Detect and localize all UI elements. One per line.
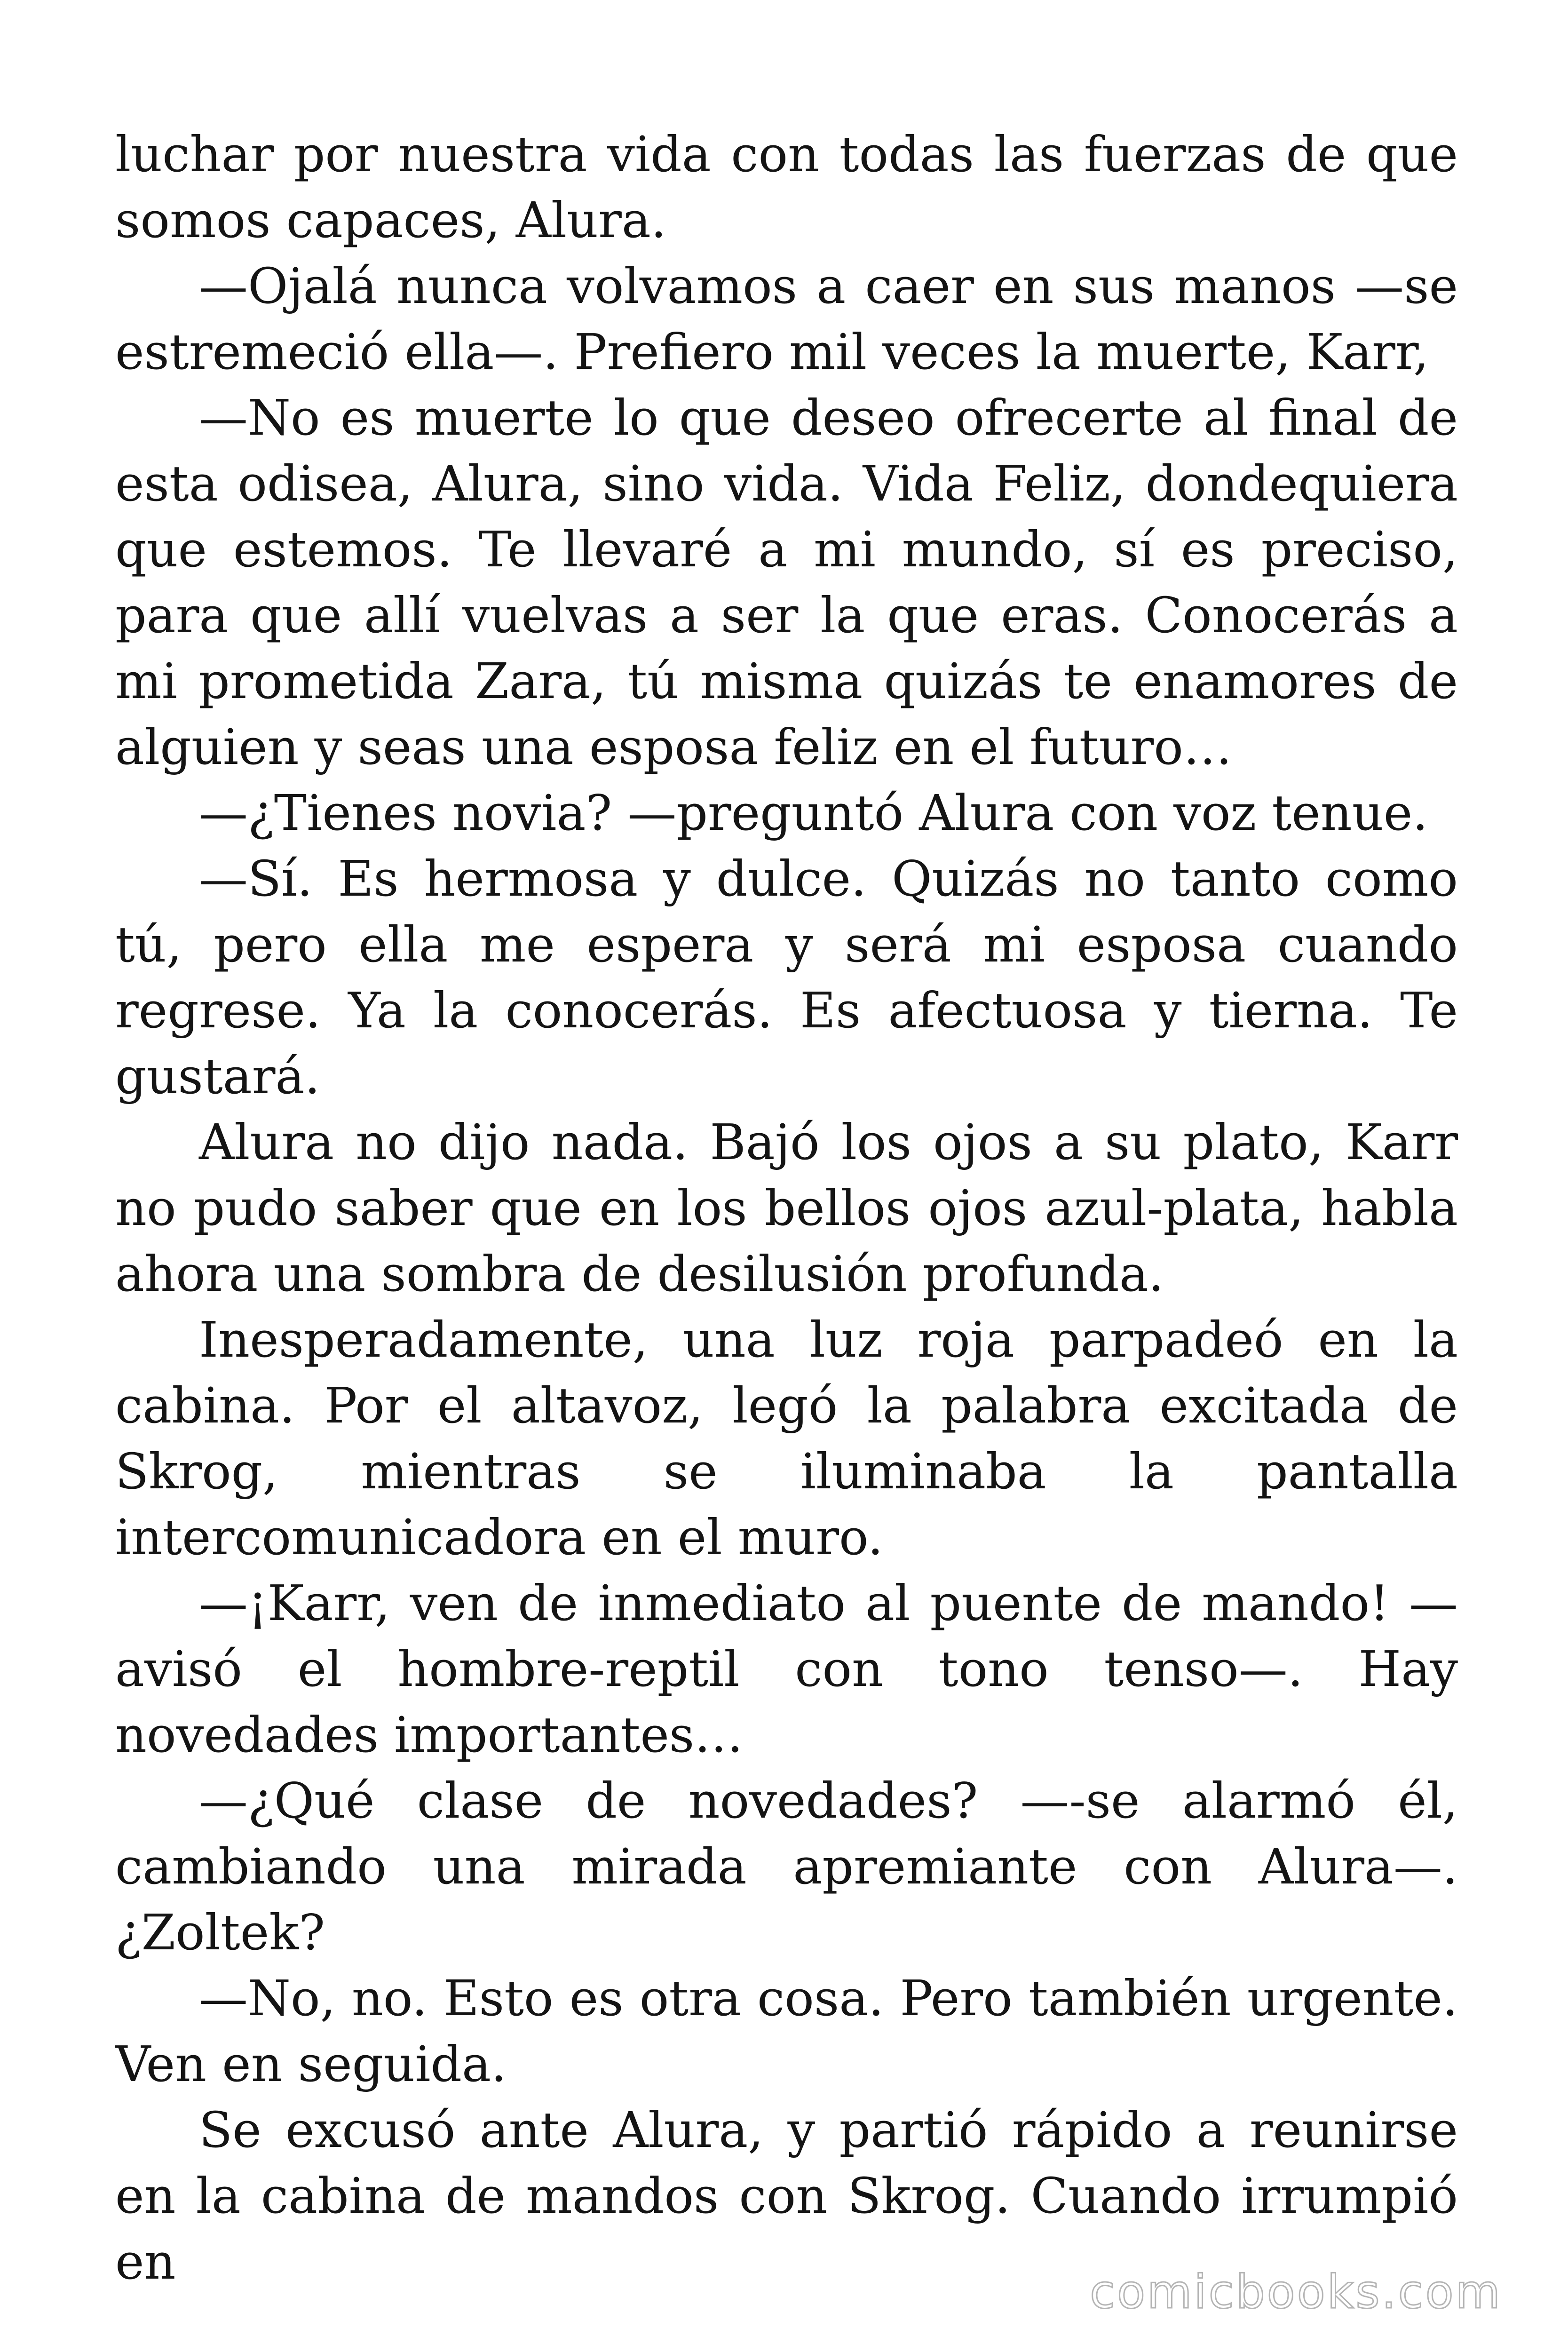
paragraph-1: luchar por nuestra vida con todas las fuerzas de que somos capaces, Alura. (115, 126, 1458, 249)
paragraph-10: —No, no. Esto es otra cosa. Pero también urgente. Ven en seguida. (115, 1970, 1458, 2093)
paragraph-9: —¿Qué clase de novedades? —-se alarmó él, cambiando una mirada apremiante con Alura—. ¿Zoltek? (115, 1772, 1458, 1961)
paragraph-3: —No es muerte lo que deseo ofrecerte al final de esta odisea, Alura, sino vida. Vida Feliz, dondequiera que estemos. Te llevaré a mi mundo, sí es preciso, para que allí vuelvas a ser la que eras. Conocerás a mi prometida Zara, tú misma quizás te enamores de alguien y seas una esposa feliz en el futuro… (115, 389, 1458, 776)
paragraph-2: —Ojalá nunca volvamos a caer en sus manos —se estremeció ella—. Prefiero mil veces la muerte, Karr, (115, 257, 1458, 381)
paragraph-5: —Sí. Es hermosa y dulce. Quizás no tanto como tú, pero ella me espera y será mi esposa cuando regrese. Ya la conocerás. Es afectuosa y tierna. Te gustará. (115, 850, 1458, 1105)
paragraph-8: —¡Karr, ven de inmediato al puente de mando! —avisó el hombre-reptil con tono tenso—. Hay novedades importantes… (115, 1574, 1458, 1764)
book-page-text (115, 121, 1458, 2295)
paragraph-6: Alura no dijo nada. Bajó los ojos a su plato, Karr no pudo saber que en los bellos ojos azul-plata, habla ahora una sombra de desilusión profunda. (115, 1113, 1458, 1303)
paragraph-7: Inesperadamente, una luz roja parpadeó en la cabina. Por el altavoz, legó la palabra excitada de Skrog, mientras se iluminaba la pantalla intercomunicadora en el muro. (115, 1311, 1458, 1566)
watermark: comicbooks.com (1090, 2265, 1502, 2319)
paragraph-11: Se excusó ante Alura, y partió rápido a reunirse en la cabina de mandos con Skrog. Cuando irrumpió en (115, 2101, 1458, 2290)
paragraph-4: —¿Tienes novia? —preguntó Alura con voz tenue. (199, 784, 1428, 842)
